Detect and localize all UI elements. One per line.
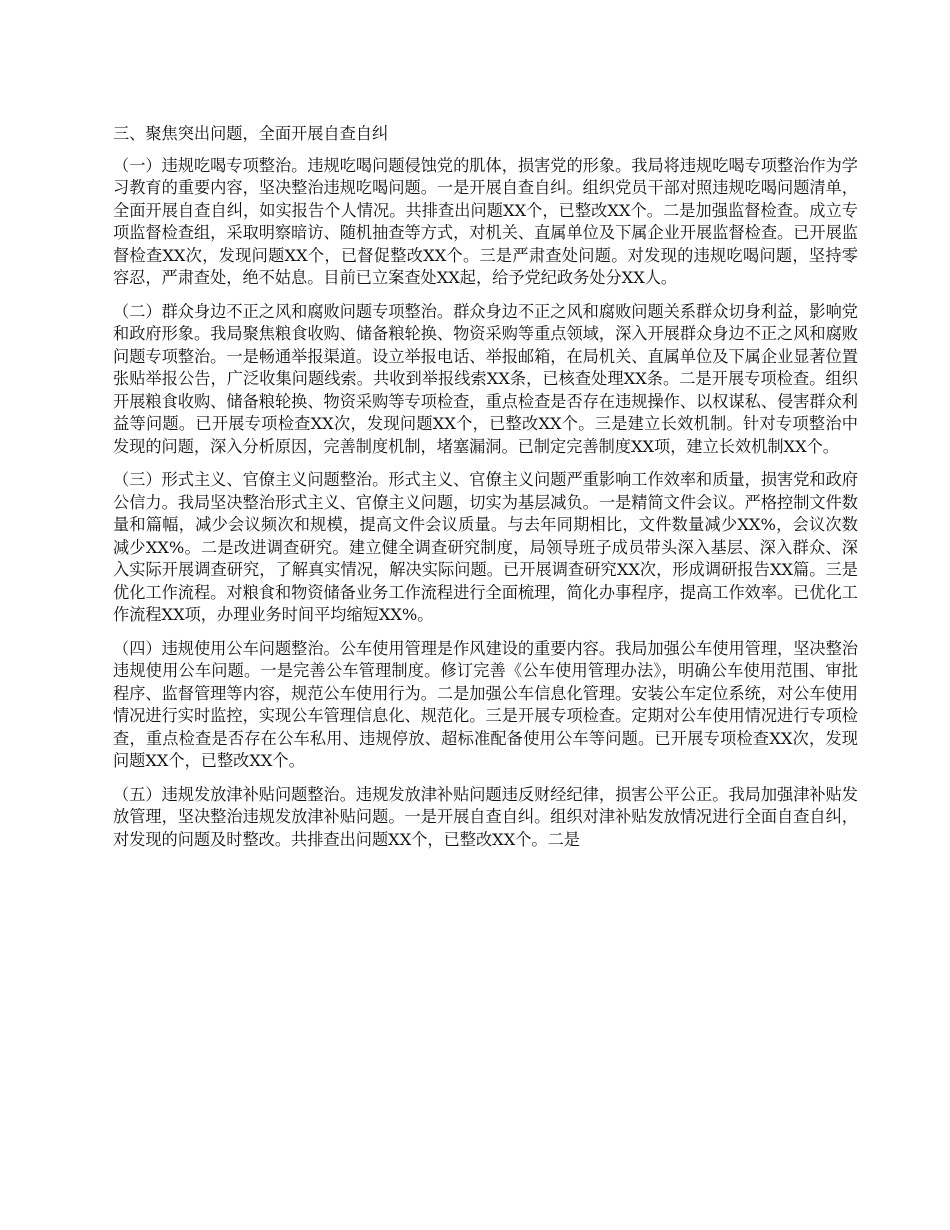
paragraph-official-cars: （四）违规使用公车问题整治。公车使用管理是作风建设的重要内容。我局加强公车使用管理，坚决整治违规使用公车问题。一是完善公车管理制度。修订完善《公车使用管理办法》，明确公车使用范围、审批程序、监督管理等内容，规范公车使用行为。二是加强公车信息化管理。安装公车定位系统，对公车使用情况进行实时监控，实现公车管理信息化、规范化。三是开展专项检查。定期对公车使用情况进行专项检查，重点检查是否存在公车私用、违规停放、超标准配备使用公车等问题。已开展专项检查XX次，发现问题XX个，已整改XX个。 [113,638,858,770]
paragraph-dining: （一）违规吃喝专项整治。违规吃喝问题侵蚀党的肌体，损害党的形象。我局将违规吃喝专项整治作为学习教育的重要内容，坚决整治违规吃喝问题。一是开展自查自纠。组织党员干部对照违规吃喝问题清单，全面开展自查自纠，如实报告个人情况。共排查出问题XX个，已整改XX个。二是加强监督检查。成立专项监督检查组，采取明察暗访、随机抽查等方式，对机关、直属单位及下属企业开展监督检查。已开展监督检查XX次，发现问题XX个，已督促整改XX个。三是严肃查处问题。对发现的违规吃喝问题，坚持零容忍，严肃查处，绝不姑息。目前已立案查处XX起，给予党纪政务处分XX人。 [113,155,858,287]
paragraph-grassroots-corruption: （二）群众身边不正之风和腐败问题专项整治。群众身边不正之风和腐败问题关系群众切身利益，影响党和政府形象。我局聚焦粮食收购、储备粮轮换、物资采购等重点领域，深入开展群众身边不正之风和腐败问题专项整治。一是畅通举报渠道。设立举报电话、举报邮箱，在局机关、直属单位及下属企业显著位置张贴举报公告，广泛收集问题线索。共收到举报线索XX条，已核查处理XX条。二是开展专项检查。组织开展粮食收购、储备粮轮换、物资采购等专项检查，重点检查是否存在违规操作、以权谋私、侵害群众利益等问题。已开展专项检查XX次，发现问题XX个，已整改XX个。三是建立长效机制。针对专项整治中发现的问题，深入分析原因，完善制度机制，堵塞漏洞。已制定完善制度XX项，建立长效机制XX个。 [113,301,858,456]
paragraph-formalism: （三）形式主义、官僚主义问题整治。形式主义、官僚主义问题严重影响工作效率和质量，损害党和政府公信力。我局坚决整治形式主义、官僚主义问题，切实为基层减负。一是精简文件会议。严格控制文件数量和篇幅，减少会议频次和规模，提高文件会议质量。与去年同期相比，文件数量减少XX%，会议次数减少XX%。二是改进调查研究。建立健全调查研究制度，局领导班子成员带头深入基层、深入群众、深入实际开展调查研究，了解真实情况，解决实际问题。已开展调查研究XX次，形成调研报告XX篇。三是优化工作流程。对粮食和物资储备业务工作流程进行全面梳理，简化办事程序，提高工作效率。已优化工作流程XX项，办理业务时间平均缩短XX%。 [113,470,858,624]
paragraph-allowances: （五）违规发放津补贴问题整治。违规发放津补贴问题违反财经纪律，损害公平公正。我局加强津补贴发放管理，坚决整治违规发放津补贴问题。一是开展自查自纠。组织对津补贴发放情况进行全面自查自纠，对发现的问题及时整改。共排查出问题XX个，已整改XX个。二是 [113,784,858,849]
section-heading: 三、聚焦突出问题，全面开展自查自纠 [113,124,389,143]
document-page [113,123,858,862]
